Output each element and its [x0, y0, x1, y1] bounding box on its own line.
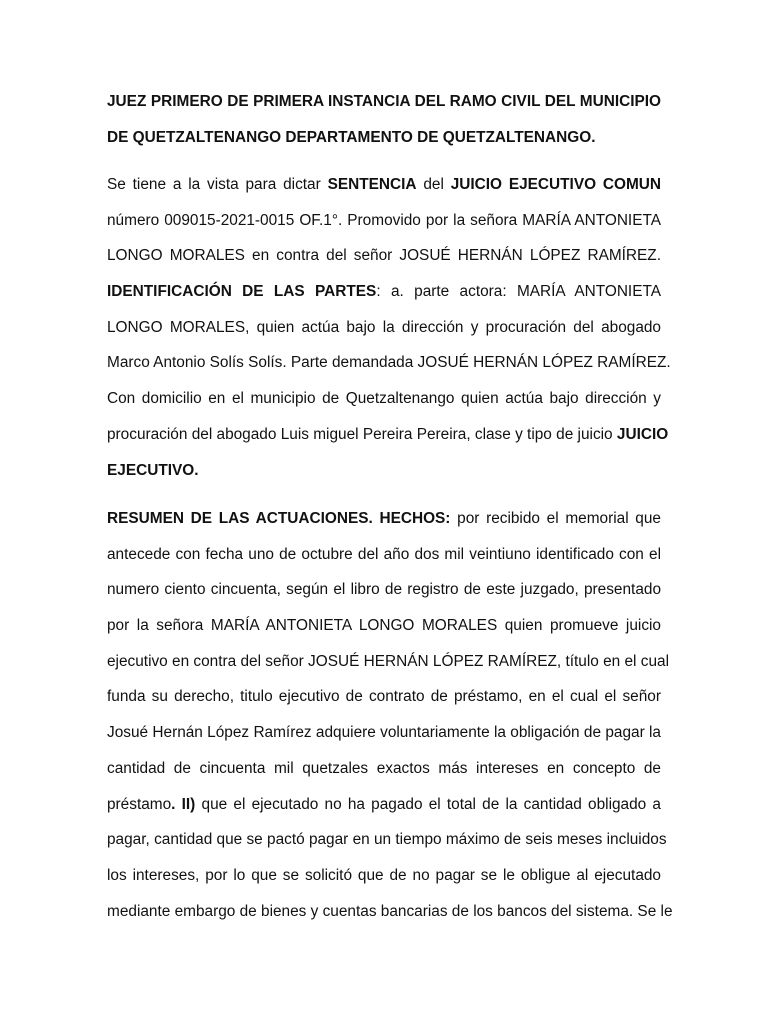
paragraph-sentencia: [107, 167, 671, 488]
document-title: [107, 84, 661, 155]
text-run: por recibido el memorial que: [450, 510, 661, 527]
text-line: [107, 608, 661, 644]
text-run: LONGO MORALES en contra del señor JOSUÉ HERNÁN LÓPEZ RAMÍREZ.: [107, 247, 661, 265]
paragraph-resumen: [107, 501, 673, 929]
text-line: [107, 417, 669, 453]
text-run: que el ejecutado no ha pagado el total de la cantidad obligado a: [195, 795, 661, 813]
text-line: [107, 822, 667, 858]
text-run: Se tiene a la vista para dictar: [107, 176, 328, 193]
text-line: [107, 381, 661, 417]
text-line: [107, 858, 661, 894]
text-run: préstamo: [107, 795, 172, 813]
text-run: antecede con fecha uno de octubre del año dos mil veintiuno identificado con el: [107, 545, 661, 563]
text-line: [107, 572, 661, 608]
text-line: [107, 787, 661, 823]
text-run: Josué Hernán López Ramírez adquiere voluntariamente la obligación de pagar la: [107, 724, 661, 742]
text-line: [107, 203, 661, 239]
bold-text-run: JUICIO: [616, 425, 669, 443]
bold-text-run: JUICIO EJECUTIVO COMUN: [450, 176, 662, 193]
bold-text-run: . II): [171, 795, 196, 813]
bold-text-run: SENTENCIA: [327, 176, 417, 193]
text-run: numero ciento cincuenta, según el libro de registro de este juzgado, presentado: [107, 581, 661, 599]
text-run: LONGO MORALES, quien actúa bajo la dirección y procuración del abogado: [107, 318, 661, 336]
bold-text-run: EJECUTIVO.: [107, 461, 199, 479]
text-run: Con domicilio en el municipio de Quetzaltenango quien actúa bajo dirección y: [107, 390, 661, 408]
text-line: [107, 537, 661, 573]
title-line: JUEZ PRIMERO DE PRIMERA INSTANCIA DEL RAMO CIVIL DEL MUNICIPIO: [107, 93, 661, 110]
bold-text-run: RESUMEN DE LAS ACTUACIONES. HECHOS:: [107, 510, 451, 527]
text-run: funda su derecho, titulo ejecutivo de contrato de préstamo, en el cual el señor: [107, 688, 661, 706]
text-line: [107, 310, 661, 346]
bold-text-run: IDENTIFICACIÓN DE LAS PARTES: [107, 283, 377, 301]
text-line: [107, 167, 661, 203]
text-run: por la señora MARÍA ANTONIETA LONGO MORALES quien promueve juicio: [107, 617, 661, 635]
text-line: [107, 894, 673, 930]
text-line: [107, 238, 661, 274]
text-line: [107, 345, 671, 381]
text-run: ejecutivo en contra del señor JOSUÉ HERNÁN LÓPEZ RAMÍREZ, título en el cual: [107, 652, 669, 670]
text-line: [107, 751, 661, 787]
text-run: Marco Antonio Solís Solís. Parte demandada JOSUÉ HERNÁN LÓPEZ RAMÍREZ.: [107, 354, 671, 372]
text-line: [107, 644, 669, 680]
text-run: mediante embargo de bienes y cuentas bancarias de los bancos del sistema. Se le: [107, 902, 673, 920]
title-line: DE QUETZALTENANGO DEPARTAMENTO DE QUETZALTENANGO.: [107, 128, 596, 146]
text-line: [107, 501, 661, 537]
text-run: cantidad de cincuenta mil quetzales exactos más intereses en concepto de: [107, 759, 661, 777]
text-line: [107, 715, 661, 751]
text-run: del: [416, 176, 451, 193]
text-line: [107, 274, 661, 310]
text-run: número 009015-2021-0015 OF.1°. Promovido por la señora MARÍA ANTONIETA: [107, 211, 661, 229]
text-run: procuración del abogado Luis miguel Pereira Pereira, clase y tipo de juicio: [107, 425, 617, 443]
text-run: : a. parte actora: MARÍA ANTONIETA: [376, 283, 661, 301]
text-line: [107, 453, 661, 489]
text-run: los intereses, por lo que se solicitó que de no pagar se le obligue al ejecutado: [107, 866, 661, 884]
text-run: pagar, cantidad que se pactó pagar en un tiempo máximo de seis meses incluidos: [107, 831, 667, 849]
text-line: [107, 679, 661, 715]
